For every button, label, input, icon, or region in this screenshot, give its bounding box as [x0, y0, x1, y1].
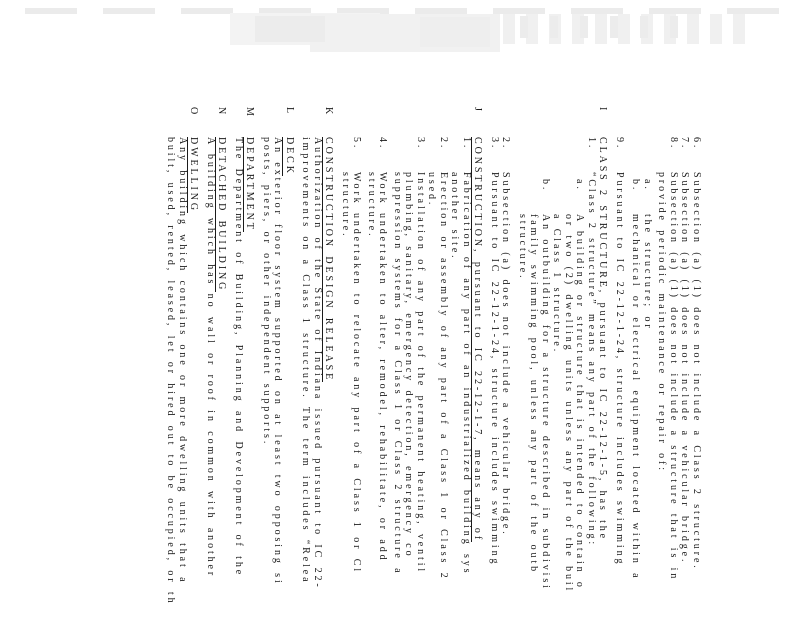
scan-artifact-streaks — [520, 16, 680, 38]
doc-text: Any building which contains one or more dwelling units that a — [177, 137, 188, 585]
doc-text: Work undertaken to alter, remodel, rehabilitate, or add — [377, 172, 389, 563]
scan-artifact-streaks — [503, 14, 745, 44]
doc-line — [284, 93, 296, 618]
list-marker: 2. — [438, 137, 449, 151]
doc-line — [449, 93, 461, 618]
section-letter: L — [284, 107, 295, 117]
doc-text: Subsection (a) does not include a vehicular bridge. — [500, 172, 512, 537]
section-letter: I — [597, 107, 609, 114]
doc-text: used. — [426, 172, 438, 208]
doc-line — [377, 93, 389, 618]
doc-line — [188, 93, 200, 618]
doc-text: provide periodic maintenance or repair of: — [656, 172, 668, 473]
document-page — [165, 93, 710, 618]
doc-line — [272, 93, 284, 618]
doc-text: Subsection (a) (1) does not include a vehicular bridge. — [679, 172, 691, 565]
doc-line — [574, 93, 586, 618]
doc-line — [668, 93, 680, 618]
doc-text: “Class 2 structure” means any part of the following: — [586, 172, 597, 548]
doc-text: mechanical or electrical equipment located within a — [630, 214, 642, 581]
doc-text: structure. — [366, 172, 377, 239]
doc-line — [323, 93, 335, 618]
list-marker: 2. — [500, 137, 512, 151]
doc-line — [517, 93, 529, 618]
list-marker: b. — [630, 179, 642, 193]
doc-line — [312, 93, 324, 618]
definition-heading: CONSTRUCTION DESIGN RELEASE — [323, 137, 335, 383]
list-marker: 4. — [377, 137, 389, 151]
doc-text: family swimming pool, unless any part of the outb — [528, 214, 540, 575]
doc-line — [691, 93, 703, 618]
doc-text: structure. — [340, 172, 351, 239]
section-letter: J — [472, 107, 484, 114]
doc-text: a Class 1 structure. — [551, 214, 563, 355]
doc-line — [551, 93, 563, 618]
list-marker: 3. — [489, 137, 500, 151]
list-marker: 1. — [586, 137, 597, 151]
doc-line — [656, 93, 668, 618]
doc-text: The Department of Building, Planning and Development of the — [233, 137, 244, 578]
list-marker: b. — [540, 179, 551, 193]
doc-text: or two (2) dwelling units unless any part of the buil — [563, 214, 574, 594]
scan-artifact-dashes — [25, 8, 795, 14]
doc-text: Installation of any part of the permanent heating, ventil — [415, 172, 426, 575]
doc-line — [679, 93, 691, 618]
doc-line — [366, 93, 378, 618]
doc-text: Work undertaken to relocate any part of a Class 1 or Cl — [351, 172, 363, 575]
doc-line — [340, 93, 352, 618]
doc-text: Pursuant to IC 22-12-1-24, structure includes swimming — [489, 172, 500, 567]
doc-line — [614, 93, 626, 618]
definition-heading: DEPARTMENT — [244, 137, 256, 232]
doc-line — [630, 93, 642, 618]
doc-line — [261, 93, 273, 618]
doc-text: A building or structure that is intended to contain o — [574, 214, 586, 590]
doc-text: another site. — [449, 172, 461, 261]
doc-line — [586, 93, 598, 618]
doc-line — [489, 93, 501, 618]
scan-artifact-blob — [310, 14, 500, 52]
doc-text: A building which has no wall or roof in common with another — [205, 137, 216, 579]
doc-line — [461, 93, 473, 618]
doc-line — [597, 93, 609, 618]
doc-line — [438, 93, 450, 618]
doc-line — [300, 93, 312, 618]
definition-heading: CONSTRUCTION, pursuant to IC 22-12-1-7, means any of — [472, 137, 484, 543]
doc-text: improvements on a Class 1 structure. The term includes “Relea — [300, 137, 312, 585]
doc-line — [415, 93, 427, 618]
doc-text: the structure; or — [642, 214, 653, 331]
scan-artifact-blob — [255, 16, 325, 42]
list-marker: 5. — [351, 137, 363, 151]
list-marker: 9. — [614, 137, 625, 151]
section-letter: K — [323, 107, 335, 118]
doc-text: plumbing, sanitary, emergency detection, emergency co — [403, 172, 415, 559]
list-marker: 1. — [461, 137, 472, 151]
scan-artifact-blob — [230, 13, 380, 45]
section-letter: O — [188, 107, 200, 118]
list-marker: a. — [574, 179, 586, 192]
doc-text: Subsection (a) (1) does not include a structure that is in — [668, 172, 679, 582]
doc-text: Pursuant to IC 22-12-1-24, structure includes swimming — [614, 172, 625, 567]
definition-heading: DECK — [284, 137, 295, 176]
definition-heading: DETACHED BUILDING — [216, 137, 228, 293]
doc-text: suppression systems for a Class 1 or Class 2 structure a — [392, 172, 403, 576]
list-marker: 7. — [679, 137, 691, 151]
doc-text: Authorization of the State of Indiana issued pursuant to IC 22- — [312, 137, 323, 590]
doc-line — [472, 93, 484, 618]
definition-heading: DWELLING — [188, 137, 200, 213]
doc-text: CLASS 2 STRUCTURE, pursuant to IC 22-12-1-5, has the — [597, 137, 609, 542]
doc-text: built, used, rented, leased, let or hired out to be occupied, or th — [165, 137, 177, 606]
doc-text: Fabrication of any part of an industrialized building sys — [461, 172, 472, 576]
doc-text: An exterior floor system supported on at least two opposing si — [272, 137, 284, 586]
doc-line — [351, 93, 363, 618]
doc-line — [540, 93, 552, 618]
doc-line — [165, 93, 177, 618]
list-marker: 6. — [691, 137, 702, 151]
doc-line — [244, 93, 256, 618]
doc-text: Subsection (a) (1) does not include a Class 2 structure. — [691, 172, 702, 571]
doc-text: posts, piers, or other independent supports. — [261, 137, 272, 447]
section-letter: M — [244, 107, 256, 119]
doc-line — [177, 93, 189, 618]
list-marker: 8. — [668, 137, 679, 151]
doc-text: Erection or assembly of any part of a Class 1 or Class 2 — [438, 172, 449, 581]
doc-line — [528, 93, 540, 618]
doc-line — [216, 93, 228, 618]
doc-line — [426, 93, 438, 618]
doc-line — [233, 93, 245, 618]
doc-line — [403, 93, 415, 618]
doc-line — [563, 93, 575, 618]
doc-line — [642, 93, 654, 618]
doc-text: An outbuilding for a structure described in subdivisi — [540, 214, 551, 591]
doc-line — [392, 93, 404, 618]
doc-text: structure. — [517, 214, 528, 281]
scan-artifact-blob — [420, 17, 490, 47]
doc-line — [500, 93, 512, 618]
list-marker: 3. — [415, 137, 426, 151]
section-letter: N — [216, 107, 228, 118]
list-marker: a. — [642, 179, 653, 192]
doc-line — [205, 93, 217, 618]
